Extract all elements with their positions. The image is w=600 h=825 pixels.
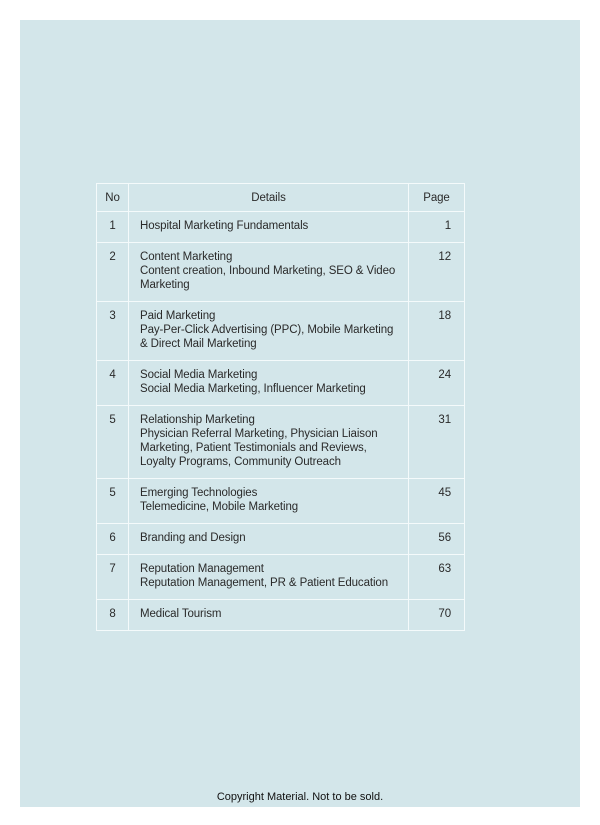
row-title: Paid Marketing — [140, 310, 216, 322]
header-page: Page — [409, 184, 465, 212]
row-number: 8 — [97, 600, 129, 631]
row-number: 6 — [97, 524, 129, 555]
row-title: Relationship Marketing — [140, 414, 255, 426]
row-page: 1 — [409, 212, 465, 243]
row-title: Emerging Technologies — [140, 487, 258, 499]
row-title: Branding and Design — [140, 532, 246, 544]
table-header-row — [97, 184, 465, 212]
row-number: 2 — [97, 243, 129, 302]
row-subtitle: Content creation, Inbound Marketing, SEO & Video Marketing — [140, 265, 396, 291]
row-title: Hospital Marketing Fundamentals — [140, 220, 309, 232]
copyright-notice: Copyright Material. Not to be sold. — [216, 791, 384, 803]
row-details — [129, 212, 409, 243]
row-details — [129, 524, 409, 555]
row-details — [129, 243, 409, 302]
table-row — [97, 479, 465, 524]
row-details — [129, 302, 409, 361]
header-details: Details — [129, 184, 409, 212]
row-page: 45 — [409, 479, 465, 524]
table-row — [97, 555, 465, 600]
table-row — [97, 361, 465, 406]
row-page: 12 — [409, 243, 465, 302]
row-subtitle: Pay-Per-Click Advertising (PPC), Mobile Marketing & Direct Mail Marketing — [140, 324, 394, 350]
table-of-contents — [96, 183, 465, 631]
row-details — [129, 479, 409, 524]
row-title: Social Media Marketing — [140, 369, 258, 381]
row-details — [129, 600, 409, 631]
row-details — [129, 361, 409, 406]
table-row — [97, 524, 465, 555]
row-page: 31 — [409, 406, 465, 479]
row-page: 70 — [409, 600, 465, 631]
row-page: 56 — [409, 524, 465, 555]
row-subtitle: Physician Referral Marketing, Physician Liaison Marketing, Patient Testimonials and Reviews, Loyalty Programs, Community Outreach — [140, 428, 378, 468]
row-subtitle: Reputation Management, PR & Patient Education — [140, 577, 389, 589]
row-subtitle: Social Media Marketing, Influencer Marketing — [140, 383, 366, 395]
row-page: 63 — [409, 555, 465, 600]
row-number: 7 — [97, 555, 129, 600]
row-number: 3 — [97, 302, 129, 361]
row-details — [129, 555, 409, 600]
table-row — [97, 243, 465, 302]
row-number: 5 — [97, 479, 129, 524]
row-number: 1 — [97, 212, 129, 243]
row-number: 5 — [97, 406, 129, 479]
row-title: Reputation Management — [140, 563, 264, 575]
row-title: Medical Tourism — [140, 608, 222, 620]
row-number: 4 — [97, 361, 129, 406]
row-details — [129, 406, 409, 479]
row-title: Content Marketing — [140, 251, 233, 263]
header-no: No — [97, 184, 129, 212]
row-subtitle: Telemedicine, Mobile Marketing — [140, 501, 299, 513]
row-page: 18 — [409, 302, 465, 361]
table-row — [97, 406, 465, 479]
table-row — [97, 302, 465, 361]
table-row — [97, 212, 465, 243]
table-row — [97, 600, 465, 631]
row-page: 24 — [409, 361, 465, 406]
